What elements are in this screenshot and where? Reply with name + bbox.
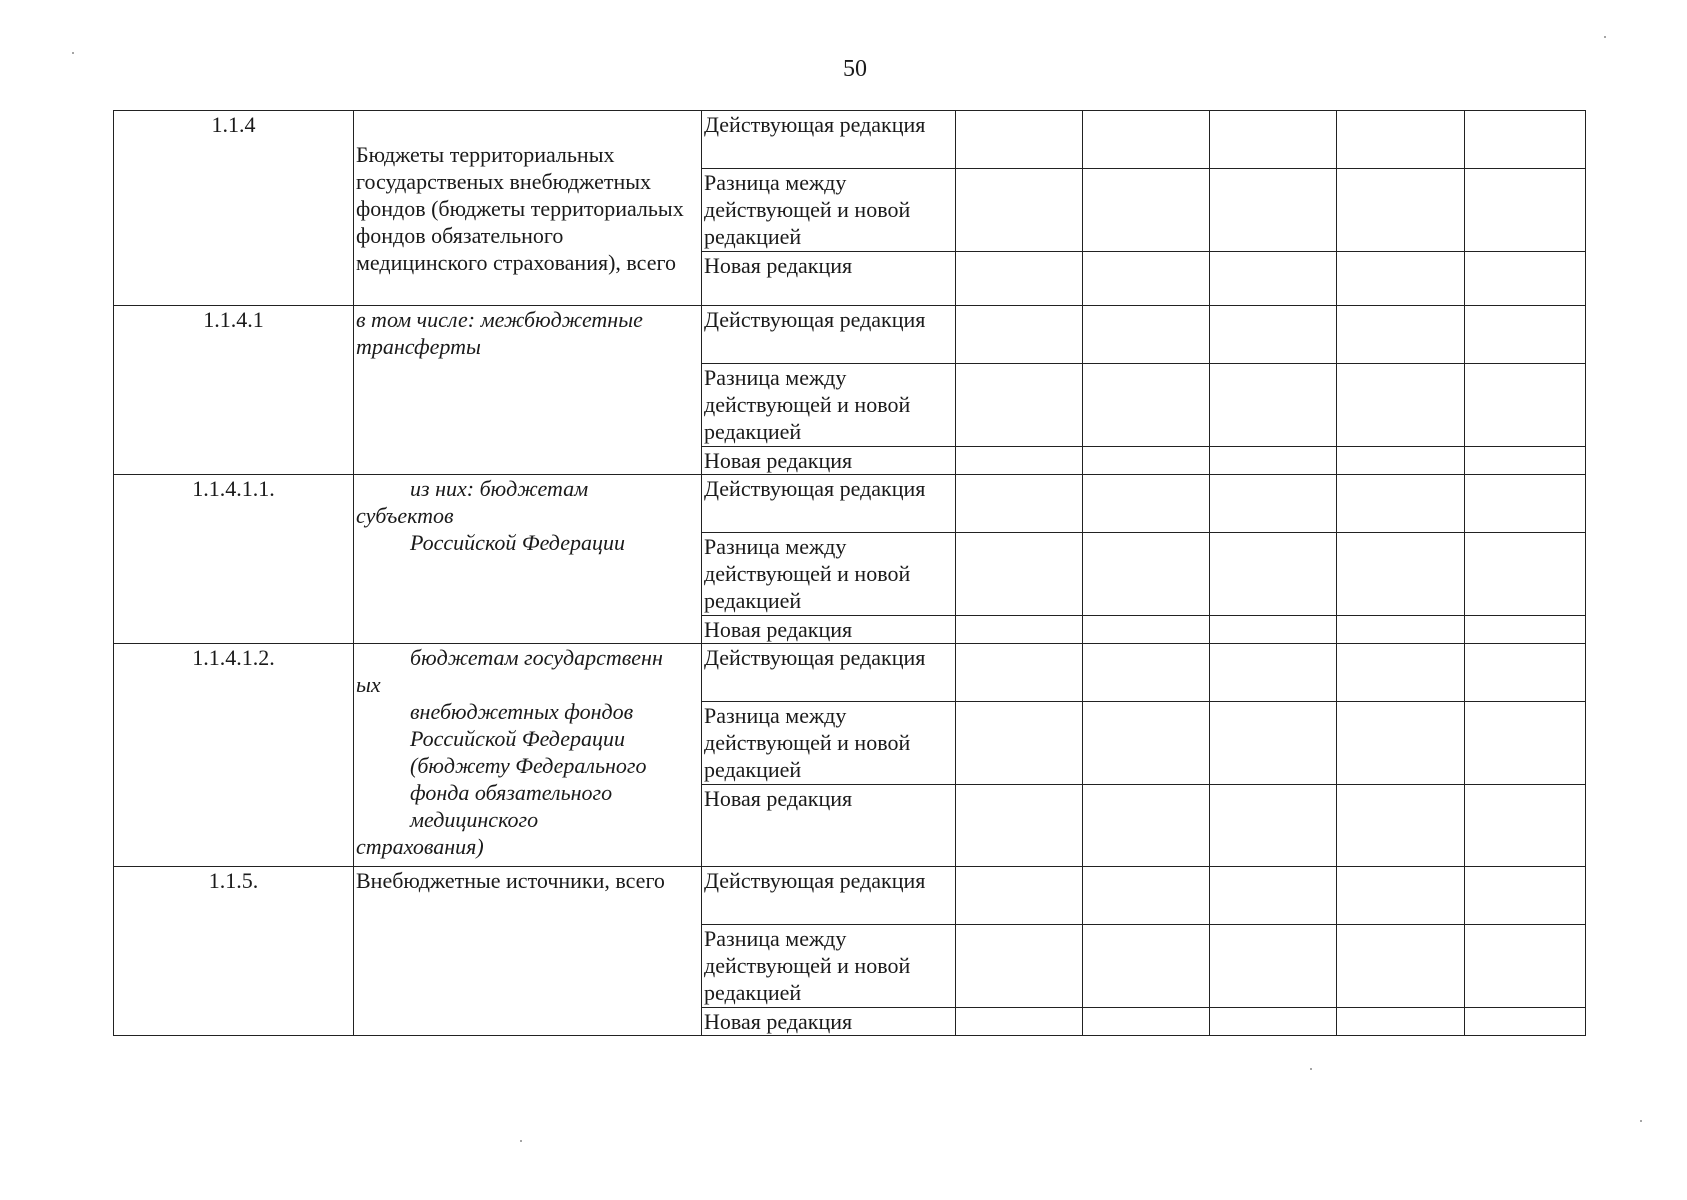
value-cell [1083, 252, 1210, 306]
value-cell [1210, 785, 1337, 867]
value-cell [1465, 925, 1586, 1008]
row-code: 1.1.5. [114, 867, 354, 1036]
value-cell [1083, 111, 1210, 169]
value-cell [1210, 475, 1337, 533]
value-cell [1210, 616, 1337, 644]
edition-new: Новая редакция [702, 1008, 956, 1036]
row-name-line: субъектов [356, 503, 454, 528]
value-cell [1210, 702, 1337, 785]
row-name-line: страхования) [356, 834, 484, 859]
value-cell [1337, 252, 1465, 306]
value-cell [1465, 252, 1586, 306]
value-cell [1083, 702, 1210, 785]
row-code: 1.1.4.1.1. [114, 475, 354, 644]
edition-new: Новая редакция [702, 252, 956, 306]
value-cell [1083, 644, 1210, 702]
value-cell [956, 111, 1083, 169]
edition-difference: Разница между действующей и новой редакцией [702, 169, 956, 252]
scan-speck [520, 1140, 522, 1142]
value-cell [956, 475, 1083, 533]
value-cell [1465, 785, 1586, 867]
table-row [114, 867, 1586, 925]
value-cell [1465, 169, 1586, 252]
row-name-line: фонда обязательного [410, 780, 613, 805]
value-cell [1337, 475, 1465, 533]
row-name: Внебюджетные источники, всего [354, 867, 702, 1036]
value-cell [1210, 533, 1337, 616]
edition-new: Новая редакция [702, 616, 956, 644]
value-cell [956, 533, 1083, 616]
value-cell [956, 1008, 1083, 1036]
row-name-line: (бюджету Федерального [410, 753, 647, 778]
value-cell [1083, 364, 1210, 447]
value-cell [1337, 644, 1465, 702]
value-cell [1337, 111, 1465, 169]
value-cell [1083, 533, 1210, 616]
value-cell [1210, 111, 1337, 169]
value-cell [1337, 169, 1465, 252]
page-number: 50 [843, 56, 867, 82]
value-cell [1465, 616, 1586, 644]
row-name-line: бюджетам государственн [410, 645, 663, 670]
value-cell [956, 252, 1083, 306]
table-row [114, 475, 1586, 533]
row-name-line: медицинского [410, 807, 539, 832]
edition-current: Действующая редакция [702, 111, 956, 169]
value-cell [1465, 111, 1586, 169]
value-cell [1465, 447, 1586, 475]
value-cell [1337, 867, 1465, 925]
row-name-line: Российской Федерации [410, 530, 625, 555]
scan-speck [72, 52, 74, 54]
value-cell [956, 616, 1083, 644]
value-cell [1337, 364, 1465, 447]
edition-current: Действующая редакция [702, 644, 956, 702]
value-cell [1465, 1008, 1586, 1036]
value-cell [1210, 306, 1337, 364]
value-cell [1083, 447, 1210, 475]
table-row [114, 111, 1586, 169]
value-cell [1083, 475, 1210, 533]
value-cell [1083, 169, 1210, 252]
value-cell [1083, 867, 1210, 925]
value-cell [1465, 702, 1586, 785]
value-cell [956, 867, 1083, 925]
row-name-line: внебюджетных фондов [410, 699, 634, 724]
edition-current: Действующая редакция [702, 306, 956, 364]
value-cell [956, 925, 1083, 1008]
row-name: Бюджеты территориальных государственых внебюджетных фондов (бюджеты территориальых фондов обязательного медицинского страхования), всего [354, 111, 702, 306]
value-cell [1210, 1008, 1337, 1036]
edition-difference: Разница между действующей и новой редакцией [702, 702, 956, 785]
table-row [114, 644, 1586, 702]
value-cell [1465, 306, 1586, 364]
edition-new: Новая редакция [702, 785, 956, 867]
row-code: 1.1.4.1.2. [114, 644, 354, 867]
value-cell [1337, 306, 1465, 364]
scan-speck [1640, 1120, 1642, 1122]
scan-speck [1310, 1068, 1312, 1070]
row-name-line: из них: бюджетам [410, 476, 589, 501]
value-cell [1210, 169, 1337, 252]
edition-current: Действующая редакция [702, 867, 956, 925]
value-cell [1210, 252, 1337, 306]
row-code: 1.1.4 [114, 111, 354, 306]
value-cell [1210, 867, 1337, 925]
edition-new: Новая редакция [702, 447, 956, 475]
value-cell [1083, 925, 1210, 1008]
value-cell [956, 169, 1083, 252]
edition-difference: Разница между действующей и новой редакцией [702, 533, 956, 616]
value-cell [1337, 1008, 1465, 1036]
value-cell [1337, 925, 1465, 1008]
value-cell [1465, 533, 1586, 616]
value-cell [1337, 702, 1465, 785]
scan-speck [1604, 36, 1606, 38]
value-cell [1465, 364, 1586, 447]
row-name-line: ых [356, 672, 381, 697]
table-row [114, 306, 1586, 364]
value-cell [1337, 533, 1465, 616]
value-cell [1083, 1008, 1210, 1036]
value-cell [1210, 364, 1337, 447]
edition-difference: Разница между действующей и новой редакцией [702, 925, 956, 1008]
value-cell [1337, 447, 1465, 475]
value-cell [1083, 306, 1210, 364]
edition-difference: Разница между действующей и новой редакцией [702, 364, 956, 447]
edition-current: Действующая редакция [702, 475, 956, 533]
row-code: 1.1.4.1 [114, 306, 354, 475]
value-cell [1210, 644, 1337, 702]
row-name-line: Российской Федерации [410, 726, 625, 751]
value-cell [956, 306, 1083, 364]
value-cell [956, 785, 1083, 867]
row-name [354, 475, 702, 644]
value-cell [956, 702, 1083, 785]
value-cell [1210, 447, 1337, 475]
row-name: в том числе: межбюджетные трансферты [354, 306, 702, 475]
value-cell [956, 364, 1083, 447]
value-cell [1465, 475, 1586, 533]
row-name [354, 644, 702, 867]
value-cell [1465, 867, 1586, 925]
value-cell [956, 644, 1083, 702]
value-cell [1465, 644, 1586, 702]
value-cell [1337, 616, 1465, 644]
value-cell [1083, 616, 1210, 644]
value-cell [1337, 785, 1465, 867]
value-cell [956, 447, 1083, 475]
value-cell [1083, 785, 1210, 867]
value-cell [1210, 925, 1337, 1008]
budget-table [113, 110, 1586, 1036]
